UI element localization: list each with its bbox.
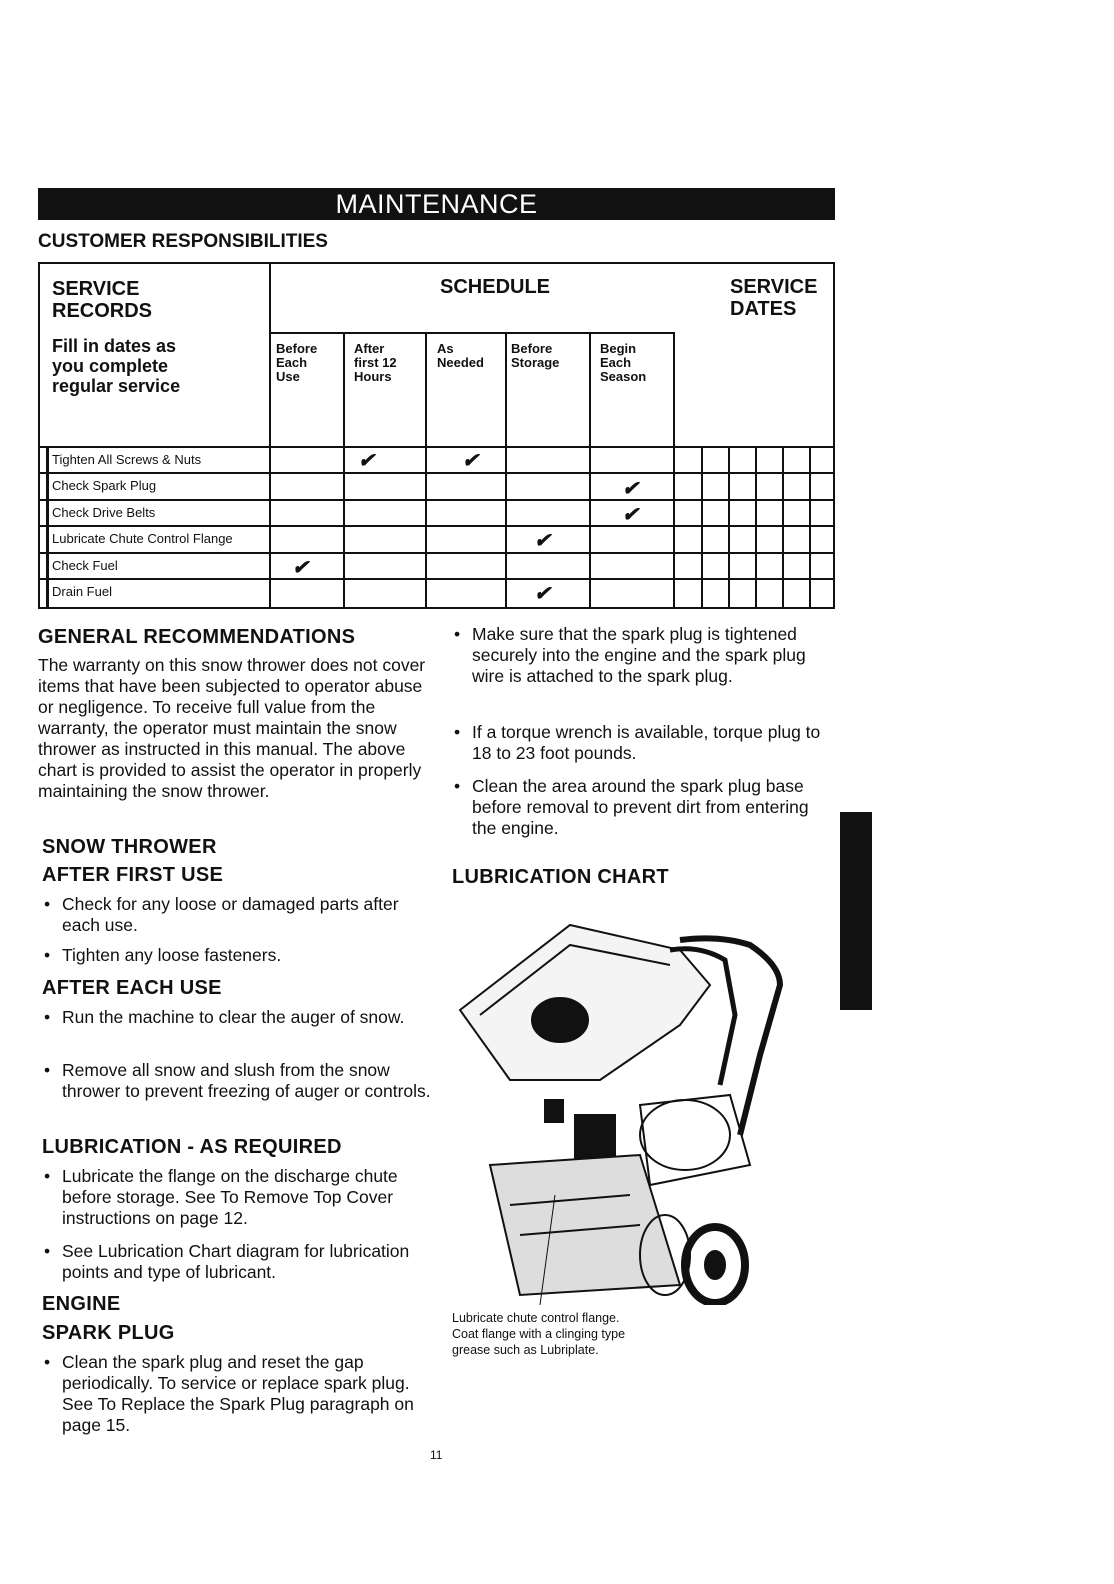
col-after-first-12-hours: After first 12 Hours (354, 341, 397, 384)
general-recommendations-heading: GENERAL RECOMMENDATIONS (38, 626, 356, 648)
customer-responsibilities-heading: CUSTOMER RESPONSIBILITIES (38, 231, 328, 252)
spark-plug-bullet: • Clean the spark plug and reset the gap periodically. To service or replace spark plug. See To Replace the Spark Plug paragraph on page 15. (40, 1352, 420, 1436)
schedule-title: SCHEDULE (440, 276, 551, 298)
each-use-bullet: • Remove all snow and slush from the snow thrower to prevent freezing of auger or controls. (40, 1060, 440, 1102)
col-begin-each-season: Begin Each Season (600, 341, 647, 384)
engine-heading: ENGINE (42, 1293, 121, 1315)
task-check-fuel: Check Fuel (52, 558, 118, 573)
service-records-title: SERVICE RECORDS (52, 278, 153, 322)
page-number: 11 (430, 1448, 443, 1462)
spark-plug-heading: SPARK PLUG (42, 1322, 175, 1344)
col-before-each-use: Before Each Use (276, 341, 318, 384)
checkmark: ✔ (534, 583, 551, 605)
checkmark: ✔ (534, 530, 551, 552)
section-banner: MAINTENANCE (38, 188, 835, 220)
task-check-drive-belts: Check Drive Belts (52, 505, 156, 520)
col-before-storage: Before Storage (511, 341, 560, 370)
snow-thrower-heading: SNOW THROWER (42, 836, 217, 858)
checkmark: ✔ (622, 478, 639, 500)
after-each-use-heading: AFTER EACH USE (42, 977, 222, 999)
lubrication-bullet: • Lubricate the flange on the discharge chute before storage. See To Remove Top Cover instructions on page 12. (40, 1166, 415, 1229)
task-drain-fuel: Drain Fuel (52, 584, 112, 599)
lubrication-as-required-heading: LUBRICATION - AS REQUIRED (42, 1136, 342, 1158)
task-lubricate-chute-flange: Lubricate Chute Control Flange (52, 531, 233, 546)
task-check-spark-plug: Check Spark Plug (52, 478, 157, 493)
after-first-use-heading: AFTER FIRST USE (42, 864, 224, 886)
checkmark: ✔ (292, 557, 309, 579)
snow-thrower-illustration (450, 905, 840, 1305)
section-tab-marker (840, 812, 872, 1010)
checkmark: ✔ (622, 504, 639, 526)
lubrication-chart-heading: LUBRICATION CHART (452, 866, 669, 888)
task-tighten-screws: Tighten All Screws & Nuts (52, 452, 202, 467)
fill-in-note: Fill in dates as you complete regular service (52, 336, 181, 396)
spark-plug-bullet: • If a torque wrench is available, torque plug to 18 to 23 foot pounds. (450, 722, 825, 764)
lubrication-caption: Lubricate chute control flange. Coat flange with a clinging type grease such as Lubriplate. (452, 1311, 626, 1357)
col-as-needed: As Needed (437, 341, 484, 370)
maintenance-schedule-table (38, 262, 835, 609)
spark-plug-bullet: • Make sure that the spark plug is tightened securely into the engine and the spark plug wire is attached to the spark plug. (450, 624, 825, 687)
first-use-bullet: • Tighten any loose fasteners. (40, 945, 420, 966)
spark-plug-bullet: • Clean the area around the spark plug base before removal to prevent dirt from entering the engine. (450, 776, 830, 839)
service-dates-title: SERVICE DATES (730, 276, 818, 320)
each-use-bullet: • Run the machine to clear the auger of snow. (40, 1007, 410, 1028)
checkmark: ✔ (358, 450, 375, 472)
general-recommendations-body: The warranty on this snow thrower does not cover items that have been subjected to operator abuse or negligence. To receive full value from the warranty, the operator must maintain the snow thrower as instructed in this manual. The above chart is provided to assist the operator in properly maintaining the snow thrower. (38, 655, 426, 801)
lubrication-bullet: • See Lubrication Chart diagram for lubrication points and type of lubricant. (40, 1241, 415, 1283)
checkmark: ✔ (462, 450, 479, 472)
first-use-bullet: • Check for any loose or damaged parts after each use. (40, 894, 420, 936)
